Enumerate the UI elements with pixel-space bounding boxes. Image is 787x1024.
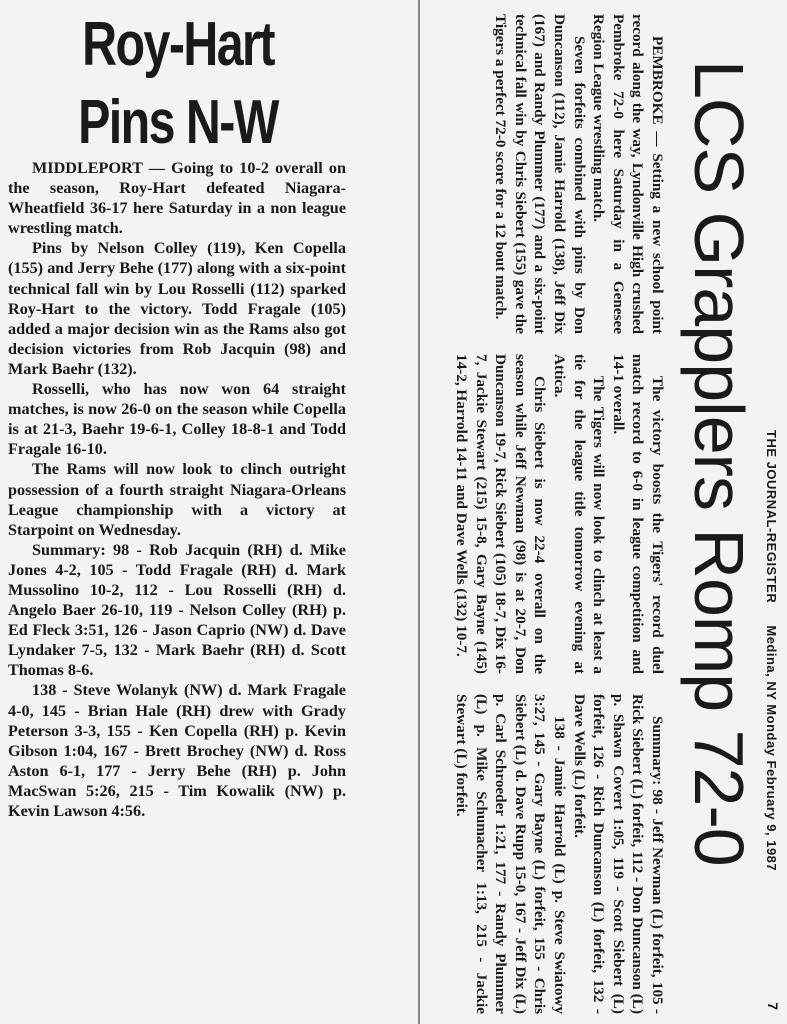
paragraph: The Rams will now look to clinch outright possession of a fourth straight Niagara-Orleans League championship with a victory at Starpoint on Wednesday. (8, 460, 346, 539)
dateline (764, 430, 779, 1010)
paragraph: 138 - Steve Wolanyk (NW) d. Mark Fragale 4-0, 145 - Brian Hale (RH) drew with Grady Peterson 3-3, 155 - Ken Copella (RH) p. Kevin Gibson 1:04, 167 - Brett Brochey (NW) d. Ross Aston 6-1, 177 - Jerry Behe (RH) p. John MacSwan 5:26, 215 - Tim Kowalik (NW) p. Kevin Lawson 4:56. (8, 681, 346, 820)
paragraph: Chris Siebert is now 22-4 overall on the season while Jeff Newman (98) is at 20-7, Don Duncanson 19-7, Rick Siebert (105) 18-7, Dix 16-7, Jackie Stewart (215) 15-8, Gary Bayne (145) 14-2, Harrold 14-11 and Dave Wells (132) 10-7. (453, 354, 549, 674)
lcs-article-rotated (370, 0, 787, 1024)
article-columns (377, 14, 667, 1014)
headline-line-1: Roy-Hart (82, 10, 274, 79)
column-2 (451, 354, 667, 674)
paragraph: Summary: 98 - Jeff Newman (L) forfeit, 105 - Rick Siebert (L) forfeit, 112 - Don Duncanson (L) p. Shawn Covert 1:05, 119 - Scott Siebert (L) forfeit, 126 - Rich Duncanson (L) forfeit, 132 - Dave Wells (L) forfeit. (570, 694, 666, 1014)
place-date: Medina, NY Monday February 9, 1987 (764, 625, 779, 872)
article-body (8, 158, 346, 821)
paragraph: The Tigers will now look to clinch at least a tie for the league title tomorrow evening at Attica. (551, 354, 608, 674)
paragraph: Summary: 98 - Rob Jacquin (RH) d. Mike Jones 4-2, 105 - Todd Fragale (RH) d. Mark Mussolino 10-2, 112 - Lou Rosselli (RH) d. Angelo Baer 26-10, 119 - Nelson Colley (RH) p. Ed Fleck 3:51, 126 - Jason Caprio (NW) d. Dave Lyndaker 7-5, 132 - Mark Baehr (RH) d. Scott Thomas 8-6. (8, 540, 346, 680)
paragraph: MIDDLEPORT — Going to 10-2 overall on the season, Roy-Hart defeated Niagara-Wheatfield 36-17 here Saturday in a non league wrestling match. (8, 159, 346, 238)
paragraph: 138 - Jamie Harrold (L) p. Steve Swiatowy 3:27, 145 - Gary Bayne (L) forfeit, 155 - Chris Siebert (L) d. Dave Rupp 15-0, 167 - Jeff Dix (L) p. Carl Schroeder 1:21, 177 - Randy Plummer (L) p. Mike Schumacher 1:13, 215 - Jackie Stewart (L) forfeit. (453, 694, 569, 1014)
column-1 (491, 14, 667, 334)
publication-name: THE JOURNAL-REGISTER (764, 430, 779, 604)
paragraph: Pins by Nelson Colley (119), Ken Copella (155) and Jerry Behe (177) along with a six-point technical fall win by Lou Rosselli (112) sparked Roy-Hart to the victory. Todd Fragale (105) added a major decision win as the Rams also got decision victories from Rob Jacquin (98) and Mark Baehr (132). (8, 239, 346, 378)
paragraph: Seven forfeits combined with pins by Don Duncanson (112), Jamie Harrold (138), Jeff Dix (167) and Randy Plummer (177) and a six-point technical fall win by Chris Siebert (155) gave the Tigers a perfect 72-0 score for a 12 bout match. (492, 14, 588, 334)
paragraph: Rosselli, who has now won 64 straight matches, is now 26-0 on the season while Copella is at 21-3, Baehr 19-6-1, Colley 18-8-1 and Todd Fragale 16-10. (8, 380, 346, 459)
paragraph: The victory boosts the Tigers' record duel match record to 6-0 in league competition and 14-1 overall. (609, 354, 666, 674)
column-3 (451, 694, 667, 1014)
page-number: 7 (765, 1002, 781, 1010)
paragraph: PEMBROKE — Setting a new school point record along the way, Lyndonville High crushed Pembroke 72-0 here Saturday in a Genesee Region League wrestling match. (590, 14, 666, 334)
roy-hart-article (8, 6, 348, 1018)
headline: LCS Grapplers Romp 72-0 (680, 60, 758, 866)
headline-line-2: Pins N-W (78, 88, 278, 157)
